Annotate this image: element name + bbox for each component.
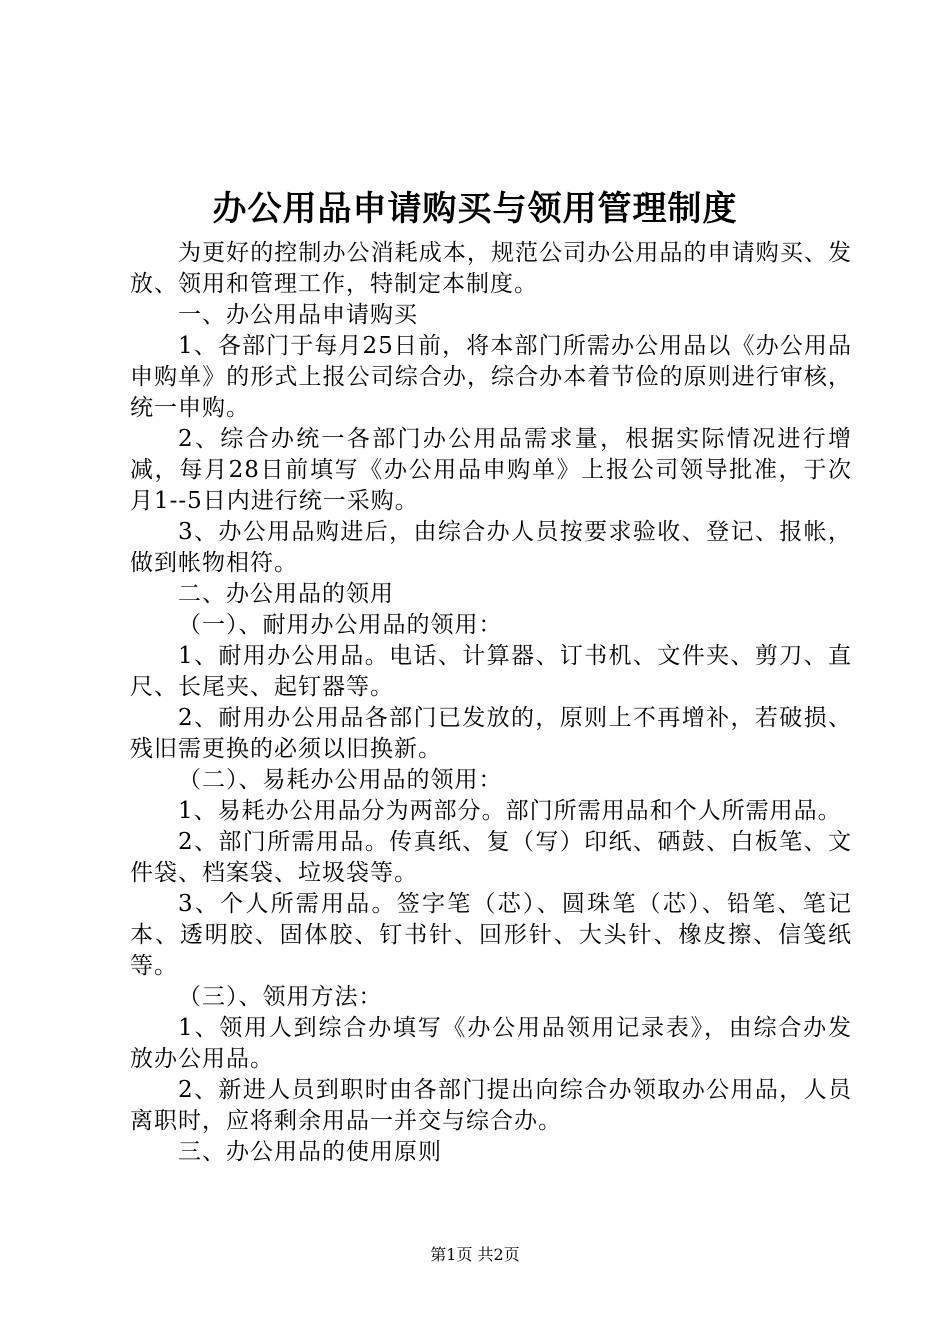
document-title: 办公用品申请购买与领用管理制度 [212, 189, 738, 229]
subsection-heading: （一）、耐用办公用品的领用： [178, 612, 503, 638]
paragraph: 2、新进人员到职时由各部门提出向综合办领取办公用品，人员离职时，应将剩余用品一并交与综合办。 [130, 1077, 852, 1134]
paragraph: 2、部门所需用品。传真纸、复（写）印纸、硒鼓、白板笔、文件袋、档案袋、垃圾袋等。 [130, 829, 852, 886]
paragraph: 1、各部门于每月25日前，将本部门所需办公用品以《办公用品申购单》的形式上报公司综合办，综合办本着节俭的原则进行审核，统一申购。 [130, 333, 852, 421]
paragraph: 2、耐用办公用品各部门已发放的，原则上不再增补，若破损、残旧需更换的必须以旧换新。 [130, 705, 852, 762]
page-footer: 第1页 共2页 [430, 1245, 520, 1264]
subsection-heading: （二）、易耗办公用品的领用： [178, 767, 503, 793]
subsection-heading: （三）、领用方法： [178, 984, 383, 1010]
paragraph: 2、综合办统一各部门办公用品需求量，根据实际情况进行增减，每月28日前填写《办公用品申购单》上报公司领导批准，于次月1--5日内进行统一采购。 [130, 426, 852, 514]
section-heading-1: 一、办公用品申请购买 [178, 302, 418, 328]
paragraph: 3、办公用品购进后，由综合办人员按要求验收、登记、报帐，做到帐物相符。 [130, 519, 852, 576]
document-body [130, 238, 852, 1168]
paragraph: 1、耐用办公用品。电话、计算器、订书机、文件夹、剪刀、直尺、长尾夹、起钉器等。 [130, 643, 852, 700]
paragraph-intro: 为更好的控制办公消耗成本，规范公司办公用品的申请购买、发放、领用和管理工作，特制定本制度。 [130, 240, 852, 297]
section-heading-2: 二、办公用品的领用 [178, 581, 394, 607]
section-heading-3: 三、办公用品的使用原则 [178, 1139, 442, 1165]
paragraph: 1、领用人到综合办填写《办公用品领用记录表》，由综合办发放办公用品。 [130, 1015, 852, 1072]
paragraph: 1、易耗办公用品分为两部分。部门所需用品和个人所需用品。 [178, 798, 842, 824]
paragraph: 3、个人所需用品。签字笔（芯）、圆珠笔（芯）、铅笔、笔记本、透明胶、固体胶、钉书针、回形针、大头针、橡皮擦、信笺纸等。 [130, 891, 852, 979]
